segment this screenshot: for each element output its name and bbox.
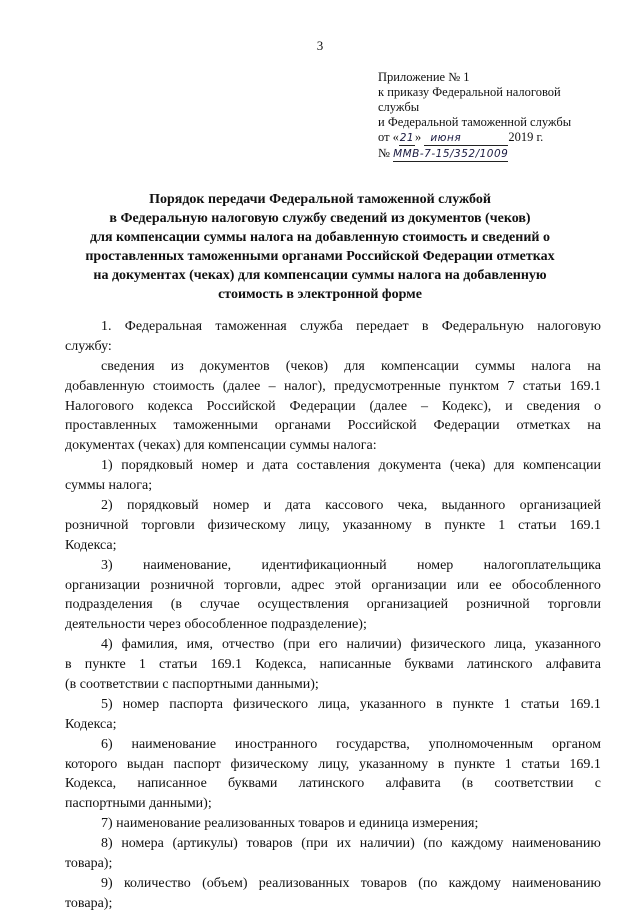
body-word: Налогового bbox=[65, 398, 134, 414]
body-word: статьи bbox=[518, 517, 557, 533]
body-word: (при bbox=[301, 836, 328, 852]
body-word: проставленных bbox=[65, 418, 157, 434]
body-word: идентификационный bbox=[261, 557, 387, 573]
body-word: Кодекса, bbox=[65, 776, 117, 792]
body-word: буквами bbox=[228, 776, 278, 792]
body-word: розничной bbox=[466, 597, 530, 613]
body-word: 7 bbox=[507, 378, 515, 394]
annex-line: Приложение № 1 bbox=[378, 70, 470, 84]
body-word: наименование bbox=[131, 736, 217, 752]
body-word: добавленную bbox=[65, 378, 145, 394]
body-word: 169.1 bbox=[569, 378, 601, 394]
body-word: сведения bbox=[101, 358, 155, 374]
body-word: (по bbox=[418, 875, 438, 891]
body-word: в bbox=[435, 696, 443, 712]
body-word: (артикулы) bbox=[172, 836, 238, 852]
body-word: статьи bbox=[159, 657, 198, 673]
body-word: реализованных bbox=[258, 875, 350, 891]
body-word: Федерации bbox=[433, 418, 500, 434]
body-word: наименованию bbox=[512, 875, 601, 891]
annex-number bbox=[378, 146, 628, 162]
body-line bbox=[65, 595, 601, 615]
body-word: организацией bbox=[366, 597, 449, 613]
body-word: подразделения bbox=[65, 597, 153, 613]
body-word: (далее bbox=[222, 378, 261, 394]
body-line: суммы налога; bbox=[65, 478, 153, 494]
body-word: 8) bbox=[101, 836, 113, 852]
body-word: указанного bbox=[359, 696, 426, 712]
body-word: Федеральная bbox=[124, 319, 203, 334]
body-word: 2) bbox=[101, 498, 113, 514]
body-word: пункте bbox=[444, 517, 486, 533]
body-word: таможенная bbox=[215, 319, 287, 334]
body-word: соответствии bbox=[494, 776, 574, 792]
body-word: органами bbox=[274, 418, 331, 434]
body-word: торговли bbox=[141, 517, 195, 533]
body-line bbox=[65, 635, 601, 655]
body-line bbox=[65, 496, 601, 516]
body-line bbox=[65, 834, 601, 854]
body-word: уполномоченным bbox=[428, 736, 534, 752]
body-word: выданного bbox=[441, 498, 506, 514]
body-word: Федеральную bbox=[441, 319, 524, 334]
body-word: отметках bbox=[516, 418, 571, 434]
body-word: алфавита bbox=[385, 776, 441, 792]
body-word: указанного bbox=[534, 637, 601, 653]
body-word: или bbox=[456, 577, 479, 593]
body-word: которого bbox=[65, 756, 118, 772]
body-word: дата bbox=[262, 458, 289, 474]
title-line: для компенсации суммы налога на добавленную стоимость и сведений о bbox=[90, 230, 550, 245]
body-word: 9) bbox=[101, 875, 113, 891]
body-word: предусмотренные bbox=[334, 378, 441, 394]
body-line: (в соответствии с паспортными данными); bbox=[65, 677, 319, 693]
body-word: латинского bbox=[466, 657, 533, 673]
body-word: документов bbox=[199, 358, 270, 374]
body-line: 7) наименование реализованных товаров и единица измерения; bbox=[101, 816, 479, 832]
body-line: документах (чеках) для компенсации суммы налога: bbox=[65, 438, 377, 454]
body-line bbox=[65, 397, 601, 417]
body-word: порядковый bbox=[126, 498, 199, 514]
body-line bbox=[65, 774, 601, 794]
body-word: паспорта bbox=[169, 696, 223, 712]
body-word: иностранного bbox=[234, 736, 318, 752]
body-word: кассового bbox=[325, 498, 384, 514]
body-word: – bbox=[268, 378, 276, 394]
body-word: на bbox=[587, 418, 601, 434]
body-word: в bbox=[65, 657, 72, 673]
body-word: Кодекс), bbox=[441, 398, 492, 414]
body-line: товара); bbox=[65, 856, 113, 872]
body-word: (по bbox=[423, 836, 443, 852]
body-word: стоимость bbox=[152, 378, 215, 394]
body-word: документа bbox=[378, 458, 442, 474]
body-line: паспортными данными); bbox=[65, 796, 212, 812]
body-word: (объем) bbox=[202, 875, 248, 891]
body-word: этой bbox=[334, 577, 362, 593]
body-word: 4) bbox=[101, 637, 113, 653]
body-word: на bbox=[587, 358, 601, 374]
body-line bbox=[65, 874, 601, 894]
body-word: суммы bbox=[475, 358, 516, 374]
body-line: Кодекса; bbox=[65, 537, 117, 553]
body-word: и bbox=[505, 398, 513, 414]
body-word: лицу, bbox=[298, 517, 330, 533]
body-line: службу: bbox=[65, 338, 112, 354]
body-word: 3) bbox=[101, 557, 113, 573]
body-word: пункте bbox=[84, 657, 126, 673]
body-word: 6) bbox=[101, 736, 113, 752]
annex-header bbox=[378, 70, 628, 162]
body-word: организацией bbox=[519, 498, 601, 514]
body-word: Федерации bbox=[289, 398, 356, 414]
body-word: каждому bbox=[448, 875, 501, 891]
body-word: 1. bbox=[101, 319, 112, 334]
body-word: случае bbox=[199, 597, 240, 613]
body-word: организации bbox=[65, 577, 141, 593]
body-word: кодекса bbox=[147, 398, 193, 414]
body-word: пункте bbox=[454, 756, 496, 772]
body-word: составления bbox=[296, 458, 371, 474]
body-word: номер bbox=[201, 458, 238, 474]
body-word: написанное bbox=[137, 776, 207, 792]
body-word: физического bbox=[233, 696, 308, 712]
body-word: дата bbox=[285, 498, 311, 514]
body-word: наименование, bbox=[143, 557, 232, 573]
body-word: таможенными bbox=[173, 418, 258, 434]
body-word: в bbox=[424, 517, 432, 533]
body-word: адрес bbox=[291, 577, 325, 593]
date-month: июня bbox=[424, 132, 508, 146]
annex-line: к приказу Федеральной налоговой bbox=[378, 85, 561, 99]
body-word: латинского bbox=[298, 776, 365, 792]
body-word: налогоплательщика bbox=[483, 557, 601, 573]
order-number: ММВ-7-15/352/1009 bbox=[393, 148, 509, 160]
body-word: наличии) bbox=[359, 836, 415, 852]
body-word: обособленного bbox=[511, 577, 601, 593]
body-word: каждому bbox=[451, 836, 504, 852]
body-word: статьи bbox=[521, 756, 560, 772]
number-sign: № bbox=[378, 146, 390, 160]
body-word: 169.1 bbox=[569, 696, 601, 712]
body-word: (далее bbox=[369, 398, 408, 414]
body-word: налога bbox=[531, 358, 572, 374]
annex-date bbox=[378, 130, 628, 146]
body-word: Российской bbox=[206, 398, 276, 414]
body-word: 169.1 bbox=[569, 517, 601, 533]
body-line bbox=[65, 655, 601, 675]
body-word: осуществления bbox=[257, 597, 349, 613]
title-line: на документах (чеках) для компенсации суммы налога на добавленную bbox=[93, 268, 547, 283]
body-word: написанные bbox=[319, 657, 392, 673]
body-word: (в bbox=[461, 776, 474, 792]
body-word: паспорт bbox=[173, 756, 221, 772]
body-word: физического bbox=[410, 637, 486, 653]
body-word: розничной bbox=[65, 517, 129, 533]
body-word: розничной bbox=[150, 577, 214, 593]
body-line bbox=[65, 416, 601, 436]
title-line: проставленных таможенными органами Российской Федерации отметках bbox=[85, 249, 555, 264]
body-word: государства, bbox=[336, 736, 410, 752]
body-word: 1 bbox=[503, 696, 511, 712]
body-word: фамилия, bbox=[121, 637, 178, 653]
body-word: служба bbox=[300, 319, 343, 334]
body-word: наименованию bbox=[512, 836, 601, 852]
body-line bbox=[65, 456, 601, 476]
body-word: органом bbox=[551, 736, 601, 752]
body-word: компенсации bbox=[523, 458, 601, 474]
body-word: (при bbox=[283, 637, 310, 653]
body-word: (чеков) bbox=[285, 358, 329, 374]
annex-line: и Федеральной таможенной службы bbox=[378, 115, 572, 129]
body-word: торговли bbox=[547, 597, 601, 613]
body-word: номер bbox=[122, 696, 160, 712]
body-word: из bbox=[170, 358, 184, 374]
body-line bbox=[65, 556, 601, 576]
body-line bbox=[65, 695, 601, 715]
date-day: 21 bbox=[399, 132, 415, 144]
body-line: деятельности через обособленное подразделение); bbox=[65, 617, 367, 633]
body-word: количество bbox=[123, 875, 191, 891]
body-word: товаров bbox=[360, 875, 407, 891]
title-line: стоимость в электронной форме bbox=[218, 287, 422, 302]
body-word: в bbox=[421, 319, 429, 334]
body-word: 1 bbox=[498, 517, 506, 533]
document-body bbox=[65, 317, 601, 914]
annex-line: службы bbox=[378, 100, 420, 114]
body-word: компенсации bbox=[380, 358, 459, 374]
body-line bbox=[65, 357, 601, 377]
body-word: наличии) bbox=[346, 637, 402, 653]
body-word: номера bbox=[121, 836, 164, 852]
body-word: 5) bbox=[101, 696, 113, 712]
body-word: статьи bbox=[520, 696, 560, 712]
body-word: номер bbox=[416, 557, 454, 573]
body-word: лицу, bbox=[318, 756, 350, 772]
body-word: номер bbox=[212, 498, 250, 514]
body-word: для bbox=[344, 358, 365, 374]
body-word: 169.1 bbox=[569, 756, 601, 772]
body-word: их bbox=[336, 836, 352, 852]
body-line bbox=[65, 516, 601, 536]
date-quote: » bbox=[414, 130, 422, 144]
body-line: Кодекса; bbox=[65, 716, 117, 732]
body-word: алфавита bbox=[545, 657, 601, 673]
body-line bbox=[65, 377, 601, 397]
body-word: выдан bbox=[126, 756, 164, 772]
body-word: отчество bbox=[221, 637, 275, 653]
body-word: пункте bbox=[452, 696, 494, 712]
body-word: налог), bbox=[283, 378, 326, 394]
body-word: (в bbox=[170, 597, 182, 613]
body-word: 169.1 bbox=[210, 657, 243, 673]
body-word: сведения bbox=[526, 398, 581, 414]
body-word: лица, bbox=[494, 637, 527, 653]
body-word: с bbox=[594, 776, 601, 792]
body-word: пунктом bbox=[449, 378, 500, 394]
body-word: физическому bbox=[230, 756, 309, 772]
title-line: в Федеральную налоговую службу сведений из документов (чеков) bbox=[109, 211, 531, 226]
body-word: указанному bbox=[342, 517, 412, 533]
body-word: (чека) bbox=[449, 458, 486, 474]
body-word: 1 bbox=[504, 756, 512, 772]
body-line: товара); bbox=[65, 895, 113, 911]
body-word: товаров bbox=[246, 836, 293, 852]
body-word: его bbox=[318, 637, 338, 653]
body-word: указанному bbox=[358, 756, 429, 772]
body-word: физическому bbox=[207, 517, 286, 533]
body-word: имя, bbox=[186, 637, 213, 653]
body-word: организации bbox=[371, 577, 447, 593]
page-number: 3 bbox=[316, 38, 324, 53]
body-word: буквами bbox=[404, 657, 454, 673]
body-word: налоговую bbox=[537, 319, 601, 334]
date-prefix: от « bbox=[378, 130, 399, 144]
body-word: Кодекса, bbox=[255, 657, 307, 673]
body-line bbox=[65, 755, 601, 775]
document-title bbox=[60, 190, 580, 304]
body-word: для bbox=[493, 458, 515, 474]
body-line bbox=[65, 576, 601, 596]
body-line bbox=[65, 735, 601, 755]
body-word: статьи bbox=[522, 378, 562, 394]
date-year: 2019 г. bbox=[508, 130, 544, 144]
body-word: торговли, bbox=[224, 577, 282, 593]
title-line: Порядок передачи Федеральной таможенной службой bbox=[149, 192, 491, 207]
body-line bbox=[65, 317, 601, 337]
body-word: и bbox=[263, 498, 272, 514]
body-word: чека, bbox=[397, 498, 428, 514]
body-word: 1) bbox=[101, 458, 113, 474]
body-word: о bbox=[593, 398, 601, 414]
body-word: в bbox=[437, 756, 445, 772]
body-word: – bbox=[420, 398, 428, 414]
body-word: ее bbox=[489, 577, 502, 593]
body-word: лица, bbox=[318, 696, 350, 712]
body-word: Российской bbox=[347, 418, 417, 434]
body-word: порядковый bbox=[121, 458, 193, 474]
body-word: и bbox=[246, 458, 254, 474]
body-word: 1 bbox=[138, 657, 146, 673]
body-word: передает bbox=[356, 319, 409, 334]
